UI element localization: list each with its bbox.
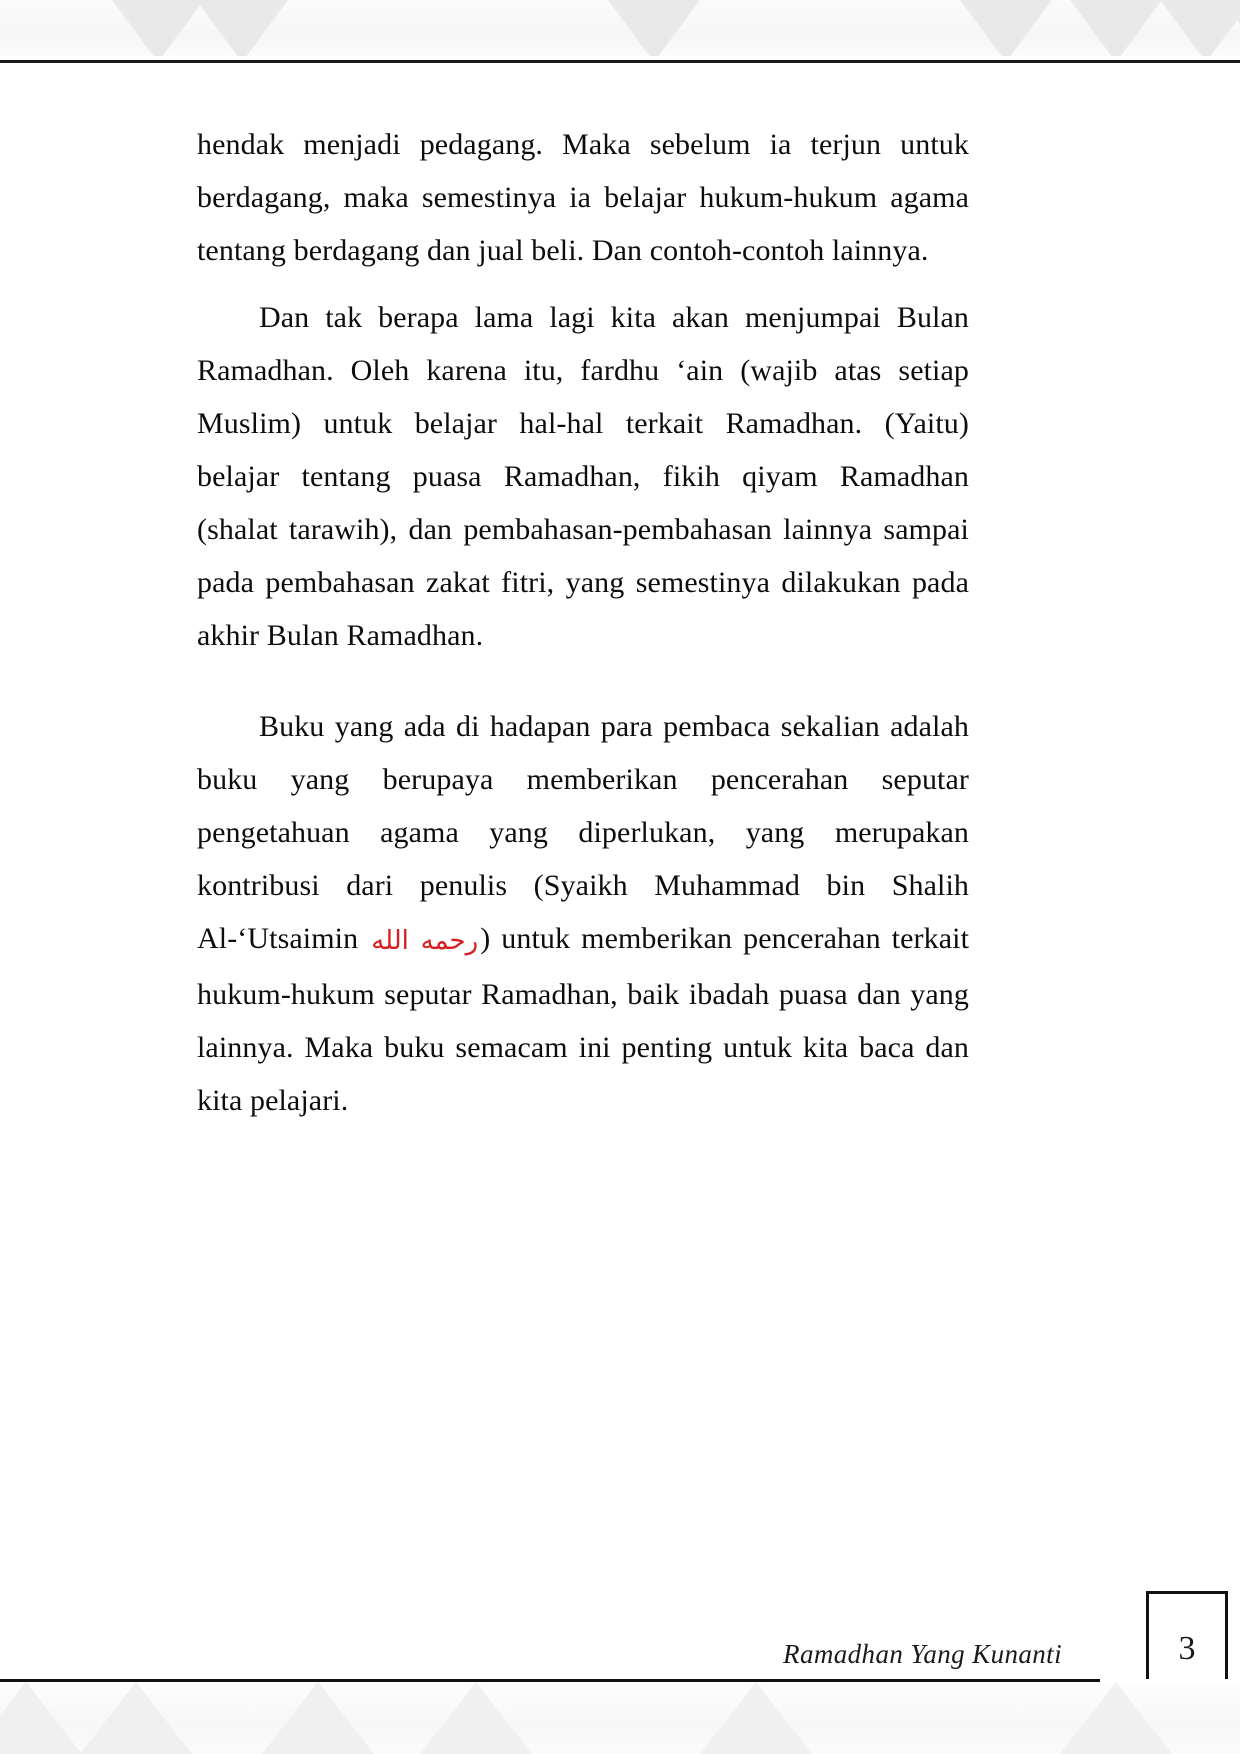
footer-book-title: Ramadhan Yang Kunanti	[783, 1639, 1062, 1669]
footer-rule	[0, 1679, 1100, 1682]
top-rule	[0, 60, 1240, 63]
decorative-triangle	[112, 0, 204, 62]
page-number: 3	[1178, 1630, 1196, 1667]
bottom-decorative-band	[0, 1682, 1240, 1754]
paragraph-3	[197, 700, 969, 1127]
paragraph-2: Dan tak berapa lama lagi kita akan menjumpai Bulan Ramadhan. Oleh karena itu, fardhu ‘ain (wajib atas setiap Muslim) untuk belajar hal-hal terkait Ramadhan. (Yaitu) belajar tentang puasa Ramadhan, fikih qiyam Ramadhan (shalat tarawih), dan pembahasan-pembahasan lainnya sampai pada pembahasan zakat fitri, yang semestinya dilakukan pada akhir Bulan Ramadhan.	[197, 301, 969, 652]
paragraph-3-text-before: Buku yang ada di hadapan para pembaca sekalian adalah buku yang berupaya memberikan pencerahan seputar pengetahuan agama yang diperlukan, yang merupakan kontribusi dari penulis (Syaikh Muhammad bin Shalih Al-‘Utsaimin	[197, 710, 969, 955]
rahimahullah-honorific-glyph: رحمه الله	[371, 926, 479, 956]
decorative-triangle	[700, 1682, 812, 1754]
decorative-triangle	[80, 1682, 192, 1754]
top-decorative-band	[0, 0, 1240, 62]
decorative-triangle	[420, 1682, 532, 1754]
paragraph-1: hendak menjadi pedagang. Maka sebelum ia terjun untuk berdagang, maka semestinya ia belajar hukum-hukum agama tentang berdagang dan jual beli. Dan contoh-contoh lainnya.	[197, 128, 969, 267]
decorative-triangle	[262, 1682, 374, 1754]
paragraph-3-text-after: ) untuk memberikan pencerahan terkait hukum-hukum seputar Ramadhan, baik ibadah puasa dan yang lainnya. Maka buku semacam ini penting untuk kita baca dan kita pelajari.	[197, 922, 970, 1117]
decorative-triangle	[608, 0, 700, 62]
decorative-triangle	[0, 1682, 82, 1754]
decorative-triangle	[1060, 1682, 1172, 1754]
decorative-triangle	[1222, 0, 1240, 62]
page-footer	[0, 1614, 1240, 1682]
decorative-triangle	[960, 0, 1052, 62]
decorative-triangle	[1070, 0, 1162, 62]
page-body	[197, 118, 969, 1127]
decorative-triangle	[196, 0, 288, 62]
decorative-triangle	[1160, 0, 1240, 62]
